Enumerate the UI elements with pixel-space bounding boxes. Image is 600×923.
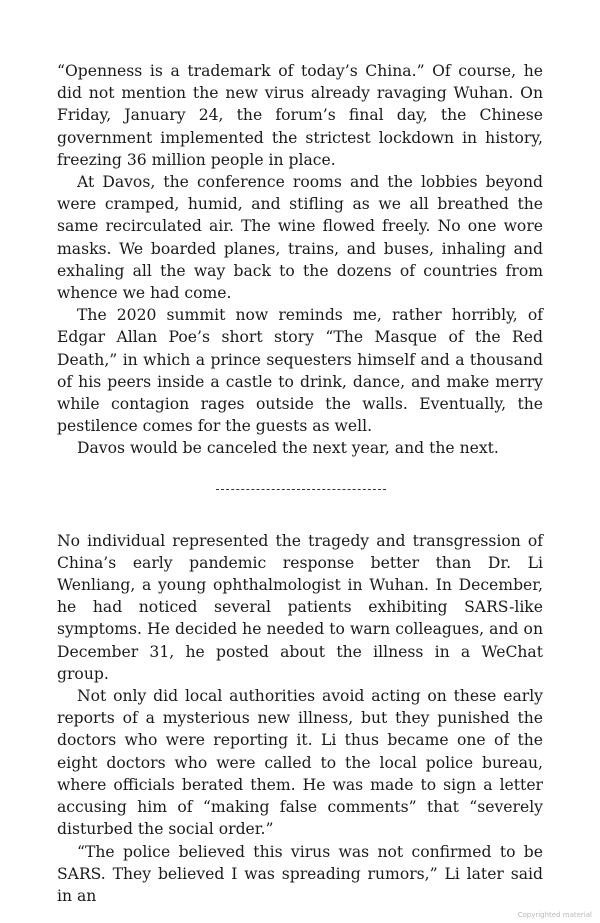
paragraph-li-wenliang: No individual represented the tragedy and transgression of China’s early pandemic response better than Dr. Li Wenliang, a young ophthalmologist in Wuhan. In December, he had noticed several patients exhibiting SARS-like symptoms. He decided he needed to warn colleagues, and on December 31, he posted about the illness in a WeChat group. (57, 531, 543, 683)
section-divider (57, 460, 543, 530)
section-divider-rule (216, 489, 386, 490)
copyright-watermark: Copyrighted material (517, 911, 592, 919)
book-page (57, 60, 543, 907)
paragraph-davos-rooms: At Davos, the conference rooms and the lobbies beyond were cramped, humid, and stifling as we all breathed the same recirculated air. The wine flowed freely. No one wore masks. We boarded planes, trains, and buses, inhaling and exhaling all the way back to the dozens of countries from whence we had come. (57, 173, 543, 303)
paragraph-masque-red-death: The 2020 summit now reminds me, rather horribly, of Edgar Allan Poe’s short story “The Masque of the Red Death,” in which a prince sequesters himself and a thousand of his peers inside a castle to drink, dance, and make merry while contagion rages outside the walls. Eventually, the pestilence comes for the guests as well. (57, 306, 543, 436)
paragraph-police-quote: “The police believed this virus was not confirmed to be SARS. They believed I was spreading rumors,” Li later said in an (57, 842, 543, 905)
paragraph-openness: “Openness is a trademark of today’s China.” Of course, he did not mention the new virus already ravaging Wuhan. On Friday, January 24, the forum’s final day, the Chinese government implemented the strictest lockdown in history, freezing 36 million people in place. (57, 62, 543, 169)
paragraph-davos-canceled: Davos would be canceled the next year, and the next. (77, 439, 499, 458)
paragraph-local-authorities: Not only did local authorities avoid acting on these early reports of a mysterious new illness, but they punished the doctors who were reporting it. Li thus became one of the eight doctors who were called to the local police bureau, where officials berated them. He was made to sign a letter accusing him of “making false comments” that “severely disturbed the social order.” (57, 687, 543, 839)
